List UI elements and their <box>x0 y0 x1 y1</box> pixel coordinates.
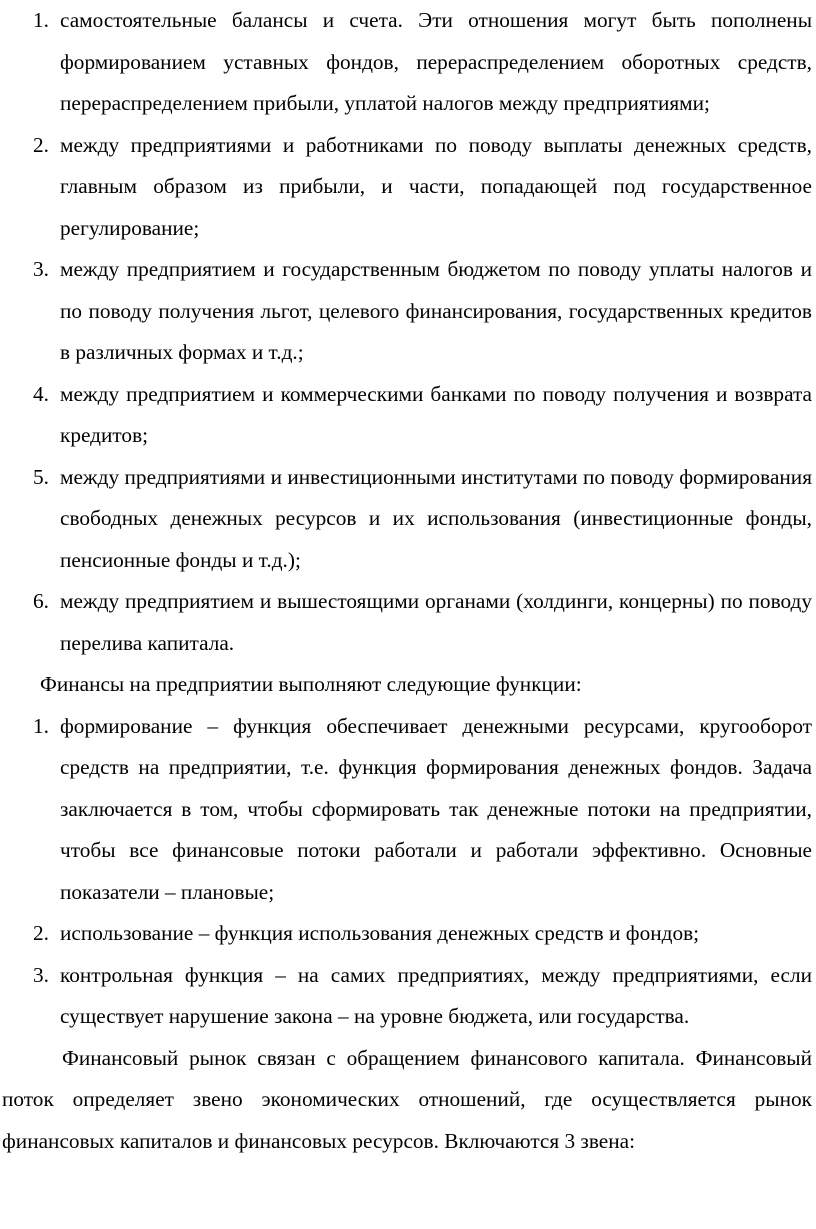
list-item-text: контрольная функция – на самих предприятиях, между предприятиями, если существует нарушение закона – на уровне бюджета, или государства. <box>60 962 812 1028</box>
relations-list <box>2 0 812 664</box>
list-item-text: формирование – функция обеспечивает денежными ресурсами, кругооборот средств на предприятии, т.е. функция формирования денежных фондов. Задача заключается в том, чтобы сформировать так денежные потоки на предприятии, чтобы все финансовые потоки работали и работали эффективно. Основные показатели – плановые; <box>60 713 812 904</box>
functions-intro: Финансы на предприятии выполняют следующие функции: <box>40 672 582 696</box>
list-item-text: между предприятиями и работниками по поводу выплаты денежных средств, главным образом из прибыли, и части, попадающей под государственное регулирование; <box>60 132 812 240</box>
list-item <box>2 0 812 125</box>
list-item-text: между предприятием и вышестоящими органами (холдинги, концерны) по поводу перелива капитала. <box>60 589 812 655</box>
functions-list <box>2 706 812 1038</box>
list-item-text: между предприятием и коммерческими банками по поводу получения и возврата кредитов; <box>60 381 812 447</box>
list-item-number: 5. <box>33 464 49 489</box>
list-item <box>2 249 812 374</box>
list-item-number: 3. <box>33 962 49 987</box>
list-item <box>2 706 812 914</box>
list-item-number: 2. <box>33 132 49 157</box>
list-item-number: 3. <box>33 257 49 281</box>
list-item <box>2 955 812 1038</box>
list-item <box>2 374 812 457</box>
list-item-number: 2. <box>33 921 49 945</box>
closing-paragraph: Финансовый рынок связан с обращением финансового капитала. Финансовый поток определяет звено экономических отношений, где осуществляется рынок финансовых капиталов и финансовых ресурсов. Включаются 3 звена: <box>2 1045 812 1153</box>
list-item-text: использование – функция использования денежных средств и фондов; <box>60 921 700 945</box>
list-item-number: 6. <box>33 589 49 613</box>
list-item-number: 1. <box>33 713 49 738</box>
list-item-text: самостоятельные балансы и счета. Эти отношения могут быть пополнены формированием уставных фондов, перераспределением оборотных средств, перераспределением прибыли, уплатой налогов между предприятиями; <box>60 8 812 115</box>
list-item-text: между предприятиями и инвестиционными институтами по поводу формирования свободных денежных ресурсов и их использования (инвестиционные фонды, пенсионные фонды и т.д.); <box>60 464 812 572</box>
list-item <box>2 457 812 582</box>
list-item-text: между предприятием и государственным бюджетом по поводу уплаты налогов и по поводу получения льгот, целевого финансирования, государственных кредитов в различных формах и т.д.; <box>60 257 812 364</box>
list-item <box>2 913 812 955</box>
list-item-number: 4. <box>33 381 49 406</box>
list-item <box>2 125 812 250</box>
list-item <box>2 581 812 664</box>
list-item-number: 1. <box>33 8 49 32</box>
